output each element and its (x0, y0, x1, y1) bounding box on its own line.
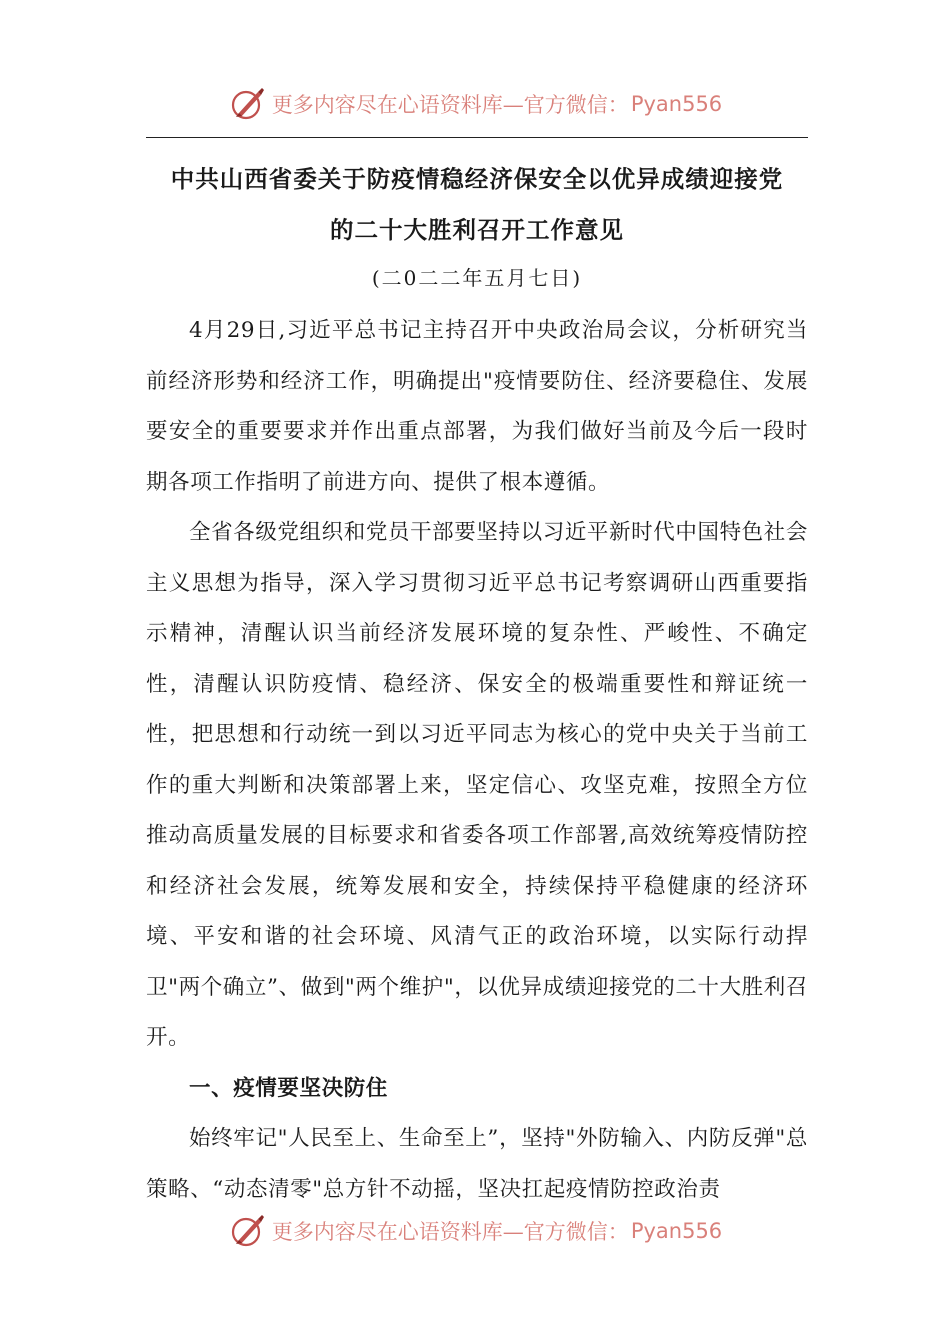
header-divider (146, 137, 808, 138)
watermark-wechat-id: Pyan556 (630, 1219, 723, 1243)
doc-body (146, 306, 808, 1215)
watermark-bottom (0, 1209, 950, 1253)
paragraph-1: 4月29日,习近平总书记主持召开中央政治局会议，分析研究当前经济形势和经济工作，明确提出"疫情要防住、经济要稳住、发展要安全的重要要求并作出重点部署，为我们做好当前及今后一段时期各项工作指明了前进方向、提供了根本遵循。 (146, 318, 808, 495)
pen-logo-icon (228, 1211, 268, 1251)
watermark-top (0, 82, 950, 126)
doc-title-line-2: 的二十大胜利召开工作意见 (330, 216, 624, 244)
watermark-text: 更多内容尽在心语资料库—官方微信： (271, 1220, 629, 1244)
pen-logo-icon (228, 84, 268, 124)
doc-date: (二0二二年五月七日) (371, 266, 583, 290)
section-paragraph: 始终牢记"人民至上、生命至上”，坚持"外防输入、内防反弹"总策略、“动态清零"总方针不动摇，坚决扛起疫情防控政治责 (146, 1126, 808, 1202)
paragraph-2: 全省各级党组织和党员干部要坚持以习近平新时代中国特色社会主义思想为指导，深入学习贯彻习近平总书记考察调研山西重要指示精神，清醒认识当前经济发展环境的复杂性、严峻性、不确定性，清醒认识防疫情、稳经济、保安全的极端重要性和辩证统一性，把思想和行动统一到以习近平同志为核心的党中央关于当前工作的重大判断和决策部署上来，坚定信心、攻坚克难，按照全方位推动高质量发展的目标要求和省委各项工作部署,高效统筹疫情防控和经济社会发展，统筹发展和安全，持续保持平稳健康的经济环境、平安和谐的社会环境、风清气正的政治环境，以实际行动捍卫"两个确立”、做到"两个维护"，以优异成绩迎接党的二十大胜利召开。 (146, 520, 808, 1050)
watermark-wechat-id: Pyan556 (630, 92, 723, 116)
doc-title-line-1: 中共山西省委关于防疫情稳经济保安全以优异成绩迎接党 (170, 165, 784, 193)
watermark-text: 更多内容尽在心语资料库—官方微信： (271, 93, 629, 117)
section-heading: 一、疫情要坚决防住 (189, 1075, 388, 1101)
